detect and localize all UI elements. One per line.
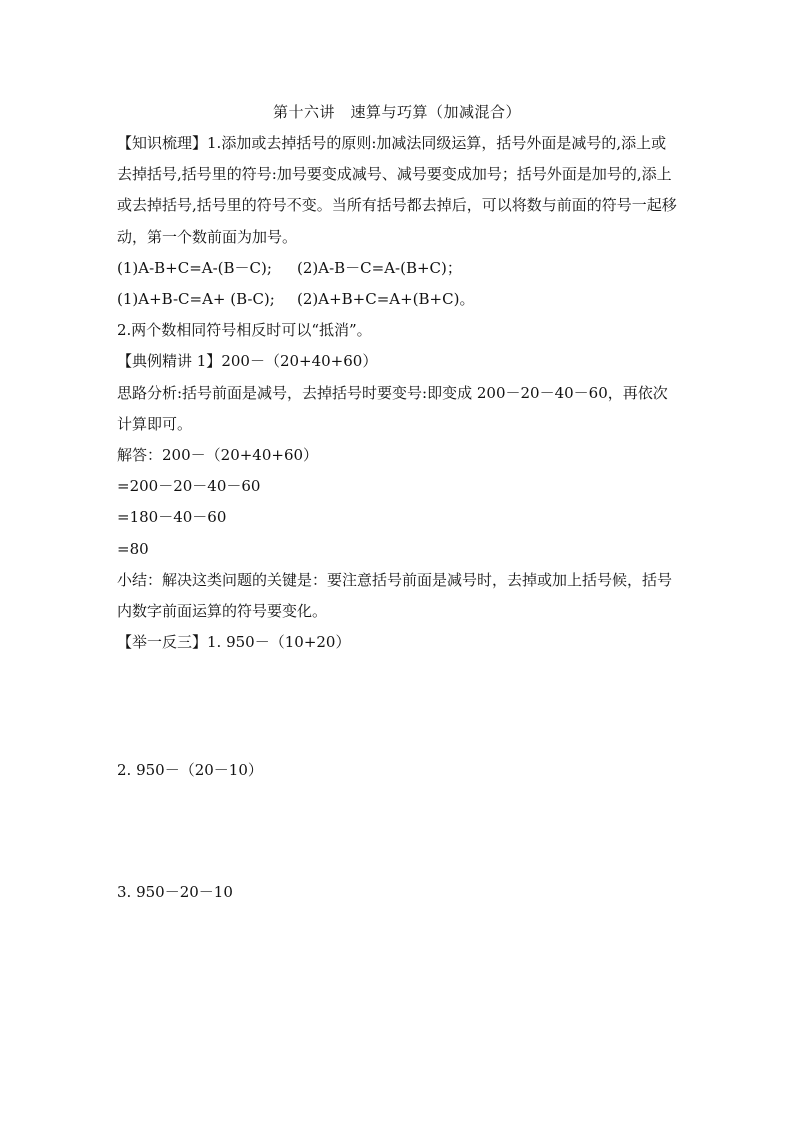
example-expression: 200－（20+40+60） [221, 352, 378, 371]
practice-item-3: 3. 950－20－10 [117, 883, 233, 901]
knowledge-paragraph [117, 128, 679, 253]
answer-expression: 200－（20+40+60） [162, 446, 319, 465]
example-analysis: 思路分析:括号前面是减号，去掉括号时要变号:即变成 200－20－40－60，再依次计算即可。 [117, 383, 668, 433]
answer-step: =180－40－60 [117, 508, 227, 527]
knowledge-text: 1.添加或去掉括号的原则:加减法同级运算，括号外面是减号的,添上或去掉括号,括号里的符号:加号要变成减号、减号要变成加号；括号外面是加号的,添上或去掉括号,括号里的符号不变。当所有括号都去掉后，可以将数与前面的符号一起移动，第一个数前面为加号。 [117, 134, 677, 246]
knowledge-heading: 【知识梳理】 [117, 134, 208, 152]
formula-1-1: (1)A-B+C=A-(B－C); [117, 258, 272, 277]
example-summary: 小结：解决这类问题的关键是：要注意括号前面是减号时，去掉或加上括号候，括号内数字前面运算的符号要变化。 [117, 570, 673, 621]
answer-step: =80 [117, 539, 149, 558]
formula-row-2 [117, 284, 679, 315]
answer-step: =200－20－40－60 [117, 477, 261, 496]
example-heading: 【典例精讲 1】 [117, 352, 222, 371]
practice-item-1: 1. 950－（10+20） [207, 633, 351, 652]
formula-row-1 [117, 253, 679, 284]
answer-line [117, 440, 679, 471]
answer-label: 解答： [117, 446, 163, 465]
practice-line [117, 627, 679, 658]
practice-heading: 【举一反三】 [117, 633, 208, 652]
main-content [117, 128, 679, 658]
formula-2-1: (1)A+B-C=A+ (B-C); [117, 290, 275, 309]
knowledge-point-2: 2.两个数相同符号相反时可以“抵消”。 [117, 321, 372, 340]
page-title: 第十六讲 速算与巧算（加减混合） [272, 103, 521, 121]
practice-item-2: 2. 950－（20－10） [117, 761, 263, 779]
formula-1-2: (2)A-B－C=A-(B+C)； [297, 258, 462, 277]
formula-2-2: (2)A+B+C=A+(B+C)。 [297, 290, 475, 309]
example-line [117, 346, 679, 377]
